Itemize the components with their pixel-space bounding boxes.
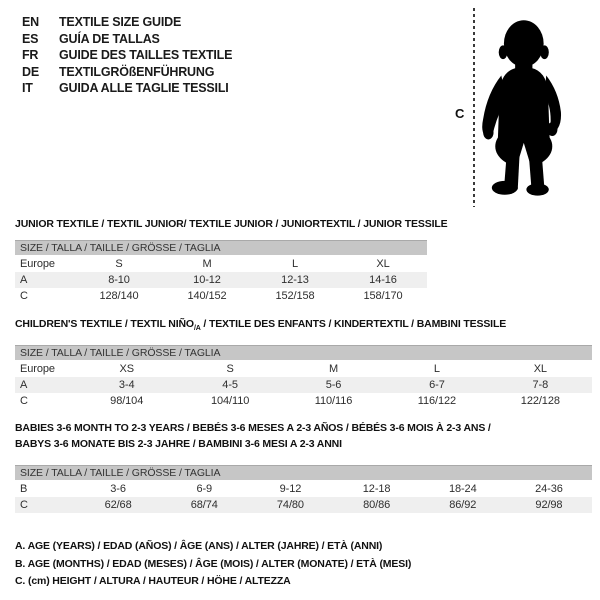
baby-silhouette-image	[478, 5, 573, 210]
height-cell: 152/158	[275, 290, 315, 302]
children-size-table	[15, 345, 592, 409]
table-row-age-months	[15, 481, 592, 497]
language-row-en	[22, 14, 232, 31]
height-cell: 98/104	[110, 395, 144, 407]
age-cell: 10-12	[193, 274, 221, 286]
row-label: C	[20, 290, 28, 302]
table-row-height	[15, 288, 427, 304]
age-cell: 3-4	[118, 379, 135, 391]
height-cell: 158/170	[363, 290, 403, 302]
language-label: GUÍA DE TALLAS	[59, 31, 160, 46]
height-cell: 128/140	[99, 290, 139, 302]
language-label: GUIDE DES TAILLES TEXTILE	[59, 48, 233, 63]
table-row-height	[15, 393, 592, 409]
children-title-post: / TEXTILE DES ENFANTS / KINDERTEXTIL / BAMBINI TESSILE	[200, 318, 507, 330]
babies-title-line2: BABYS 3-6 MONATE BIS 2-3 JAHRE / BAMBINI 3-6 MESI A 2-3 ANNI	[15, 438, 342, 450]
language-label: TEXTILGRÖßENFÜHRUNG	[59, 64, 215, 79]
age-cell: 14-16	[369, 274, 397, 286]
size-cell: XS	[119, 363, 134, 375]
language-row-es	[22, 31, 232, 48]
children-title-subscript: /A	[193, 325, 201, 333]
height-cell: 122/128	[520, 395, 560, 407]
table-row-age	[15, 377, 592, 393]
children-title-pre: CHILDREN'S TEXTILE / TEXTIL NIÑO	[15, 318, 194, 330]
table-row-europe	[15, 256, 427, 272]
age-cell: 4-5	[222, 379, 238, 391]
size-cell: S	[115, 258, 123, 270]
height-cell: 104/110	[210, 395, 250, 407]
height-cell: 86/92	[449, 499, 477, 511]
height-cell: 62/68	[104, 499, 132, 511]
age-cell: 9-12	[279, 483, 302, 495]
junior-section-title: JUNIOR TEXTILE / TEXTIL JUNIOR/ TEXTILE JUNIOR / JUNIORTEXTIL / JUNIOR TESSILE	[15, 218, 448, 230]
language-row-de	[22, 64, 232, 81]
footnote-age-months: B. AGE (MONTHS) / EDAD (MESES) / ÂGE (MOIS) / ALTER (MONATE) / ETÀ (MESI)	[15, 557, 412, 570]
language-code: ES	[22, 31, 39, 46]
junior-size-header-bar: SIZE / TALLA / TAILLE / GRÖSSE / TAGLIA	[15, 240, 427, 255]
age-cell: 24-36	[535, 483, 563, 495]
row-label: A	[20, 379, 28, 391]
footnote-age-years: A. AGE (YEARS) / EDAD (AÑOS) / ÂGE (ANS) / ALTER (JAHRE) / ETÀ (ANNI)	[15, 540, 383, 552]
age-cell: 12-13	[281, 274, 309, 286]
age-cell: 3-6	[110, 483, 126, 495]
table-row-height	[15, 497, 592, 513]
size-cell: M	[202, 258, 212, 270]
language-label: TEXTILE SIZE GUIDE	[59, 15, 182, 30]
footnote-height: C. (cm) HEIGHT / ALTURA / HAUTEUR / HÖHE / ALTEZZA	[15, 575, 291, 587]
language-guide-list	[22, 14, 232, 97]
row-label: A	[20, 274, 28, 286]
size-cell: L	[433, 363, 440, 375]
language-code: DE	[22, 64, 39, 79]
footnotes	[15, 538, 411, 591]
babies-title-line1: BABIES 3-6 MONTH TO 2-3 YEARS / BEBÉS 3-6 MESES A 2-3 AÑOS / BÉBÉS 3-6 MOIS À 2-3 ANS /	[15, 422, 491, 434]
babies-section-title	[15, 420, 491, 452]
language-row-fr	[22, 47, 232, 64]
language-code: FR	[22, 48, 39, 63]
babies-size-table	[15, 465, 592, 513]
age-cell: 8-10	[108, 274, 130, 286]
table-row-age	[15, 272, 427, 288]
age-cell: 5-6	[325, 379, 342, 391]
language-row-it	[22, 80, 232, 97]
size-cell: S	[226, 363, 234, 375]
language-code: EN	[22, 15, 39, 30]
height-cell: 140/152	[187, 290, 227, 302]
height-cell: 92/98	[535, 499, 563, 511]
age-cell: 18-24	[448, 483, 477, 495]
height-cell: 74/80	[276, 499, 304, 511]
height-measure-label: C	[455, 106, 465, 121]
language-label: GUIDA ALLE TAGLIE TESSILI	[59, 81, 229, 96]
row-label: C	[20, 499, 28, 511]
table-row-europe	[15, 361, 592, 377]
age-cell: 6-9	[196, 483, 213, 495]
children-section-title	[15, 316, 506, 337]
row-label: Europe	[20, 363, 55, 375]
age-cell: 6-7	[429, 379, 445, 391]
height-cell: 116/122	[417, 395, 457, 407]
height-cell: 110/116	[314, 395, 353, 407]
height-figure	[450, 0, 600, 220]
height-measure-line	[473, 8, 475, 207]
height-cell: 80/86	[363, 499, 391, 511]
junior-size-table	[15, 240, 427, 304]
language-code: IT	[22, 81, 33, 96]
row-label: Europe	[20, 258, 55, 270]
age-cell: 7-8	[532, 379, 549, 391]
size-cell: XL	[376, 258, 390, 270]
height-cell: 68/74	[190, 499, 218, 511]
size-cell: M	[328, 363, 339, 375]
size-cell: L	[291, 258, 299, 270]
row-label: B	[20, 483, 28, 495]
age-cell: 12-18	[362, 483, 391, 495]
children-size-header-bar: SIZE / TALLA / TAILLE / GRÖSSE / TAGLIA	[15, 345, 592, 360]
babies-size-header-bar: SIZE / TALLA / TAILLE / GRÖSSE / TAGLIA	[15, 465, 592, 480]
row-label: C	[20, 395, 28, 407]
size-cell: XL	[533, 363, 547, 375]
